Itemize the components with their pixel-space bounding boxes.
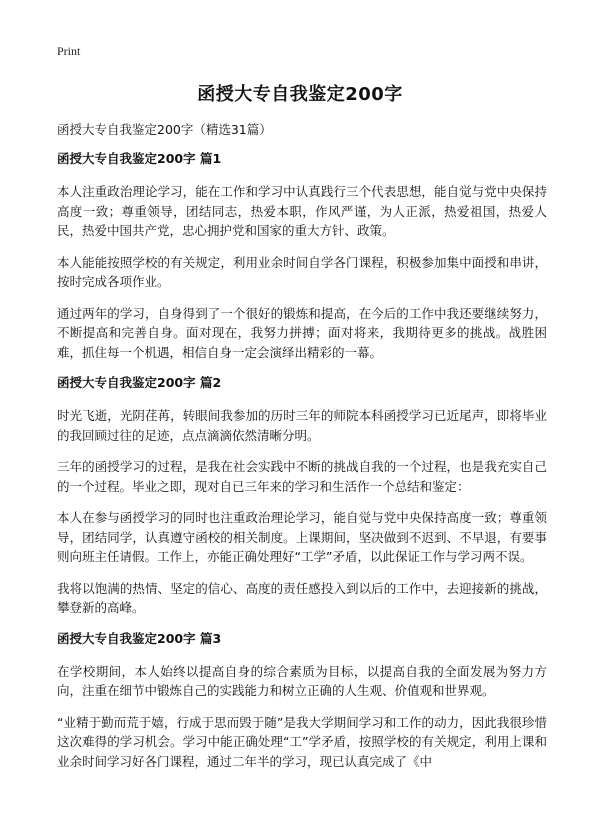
- paragraph: 在学校期间，本人始终以提高自身的综合素质为目标，以提高自我的全面发展为努力方向，注重在细节中锻炼自己的实践能力和树立正确的人生观、价值观和世界观。: [57, 663, 547, 698]
- paragraph: 本人注重政治理论学习，能在工作和学习中认真践行三个代表思想，能自觉与党中央保持高度一致；尊重领导，团结同志，热爱本职，作风严谨，为人正派，热爱祖国，热爱人民，热爱中国共产党，忠心拥护党和国家的重大方针、政策。: [57, 184, 547, 238]
- print-label[interactable]: Print: [57, 44, 81, 58]
- section-heading: 函授大专自我鉴定200字 篇3: [57, 630, 222, 646]
- paragraph: 本人在参与函授学习的同时也注重政治理论学习，能自觉与党中央保持高度一致；尊重领导，团结同学，认真遵守函校的相关制度。上课期间，坚决做到不迟到、不早退，有要事则向班主任请假。工作上，亦能正确处理好“工学”矛盾，以此保证工作与学习两不误。: [57, 510, 547, 564]
- paragraph: 通过两年的学习，自身得到了一个很好的锻炼和提高，在今后的工作中我还要继续努力，不断提高和完善自身。面对现在，我努力拼搏；面对将来，我期待更多的挑战。战胜困难，抓住每一个机遇，相信自身一定会演绎出精彩的一幕。: [57, 305, 547, 360]
- document-title: 函授大专自我鉴定200字: [197, 84, 403, 105]
- section-3: [57, 630, 547, 772]
- paragraph: 我将以饱满的热情、坚定的信心、高度的责任感投入到以后的工作中，去迎接新的挑战，攀登新的高峰。: [57, 580, 547, 615]
- paragraph: 本人能能按照学校的有关规定，利用业余时间自学各门课程，积极参加集中面授和串讲，按时完成各项作业。: [57, 254, 547, 289]
- section-heading: 函授大专自我鉴定200字 篇1: [57, 151, 222, 166]
- section-1: [57, 150, 547, 362]
- paragraph: “业精于勤而荒于嬉，行成于思而毁于随”是我大学期间学习和工作的动力，因此我很珍惜这次难得的学习机会。学习中能正确处理“工”学矛盾，按照学校的有关规定，利用上课和业余时间学习好各门课程，通过二年半的学习，现已认真完成了《中: [57, 714, 547, 769]
- section-2: [57, 374, 547, 618]
- document-body: [57, 150, 547, 783]
- section-heading: 函授大专自我鉴定200字 篇2: [57, 375, 222, 390]
- paragraph: 三年的函授学习的过程，是我在社会实践中不断的挑战自我的一个过程，也是我充实自己的一个过程。毕业之即，现对自已三年来的学习和生活作一个总结和鉴定：: [57, 459, 547, 494]
- paragraph: 时光飞逝，光阴荏苒，转眼间我参加的历时三年的师院本科函授学习已近尾声，即将毕业的我回顾过往的足迹，点点滴滴依然清晰分明。: [57, 408, 547, 443]
- document-subtitle: 函授大专自我鉴定200字（精选31篇）: [57, 122, 272, 137]
